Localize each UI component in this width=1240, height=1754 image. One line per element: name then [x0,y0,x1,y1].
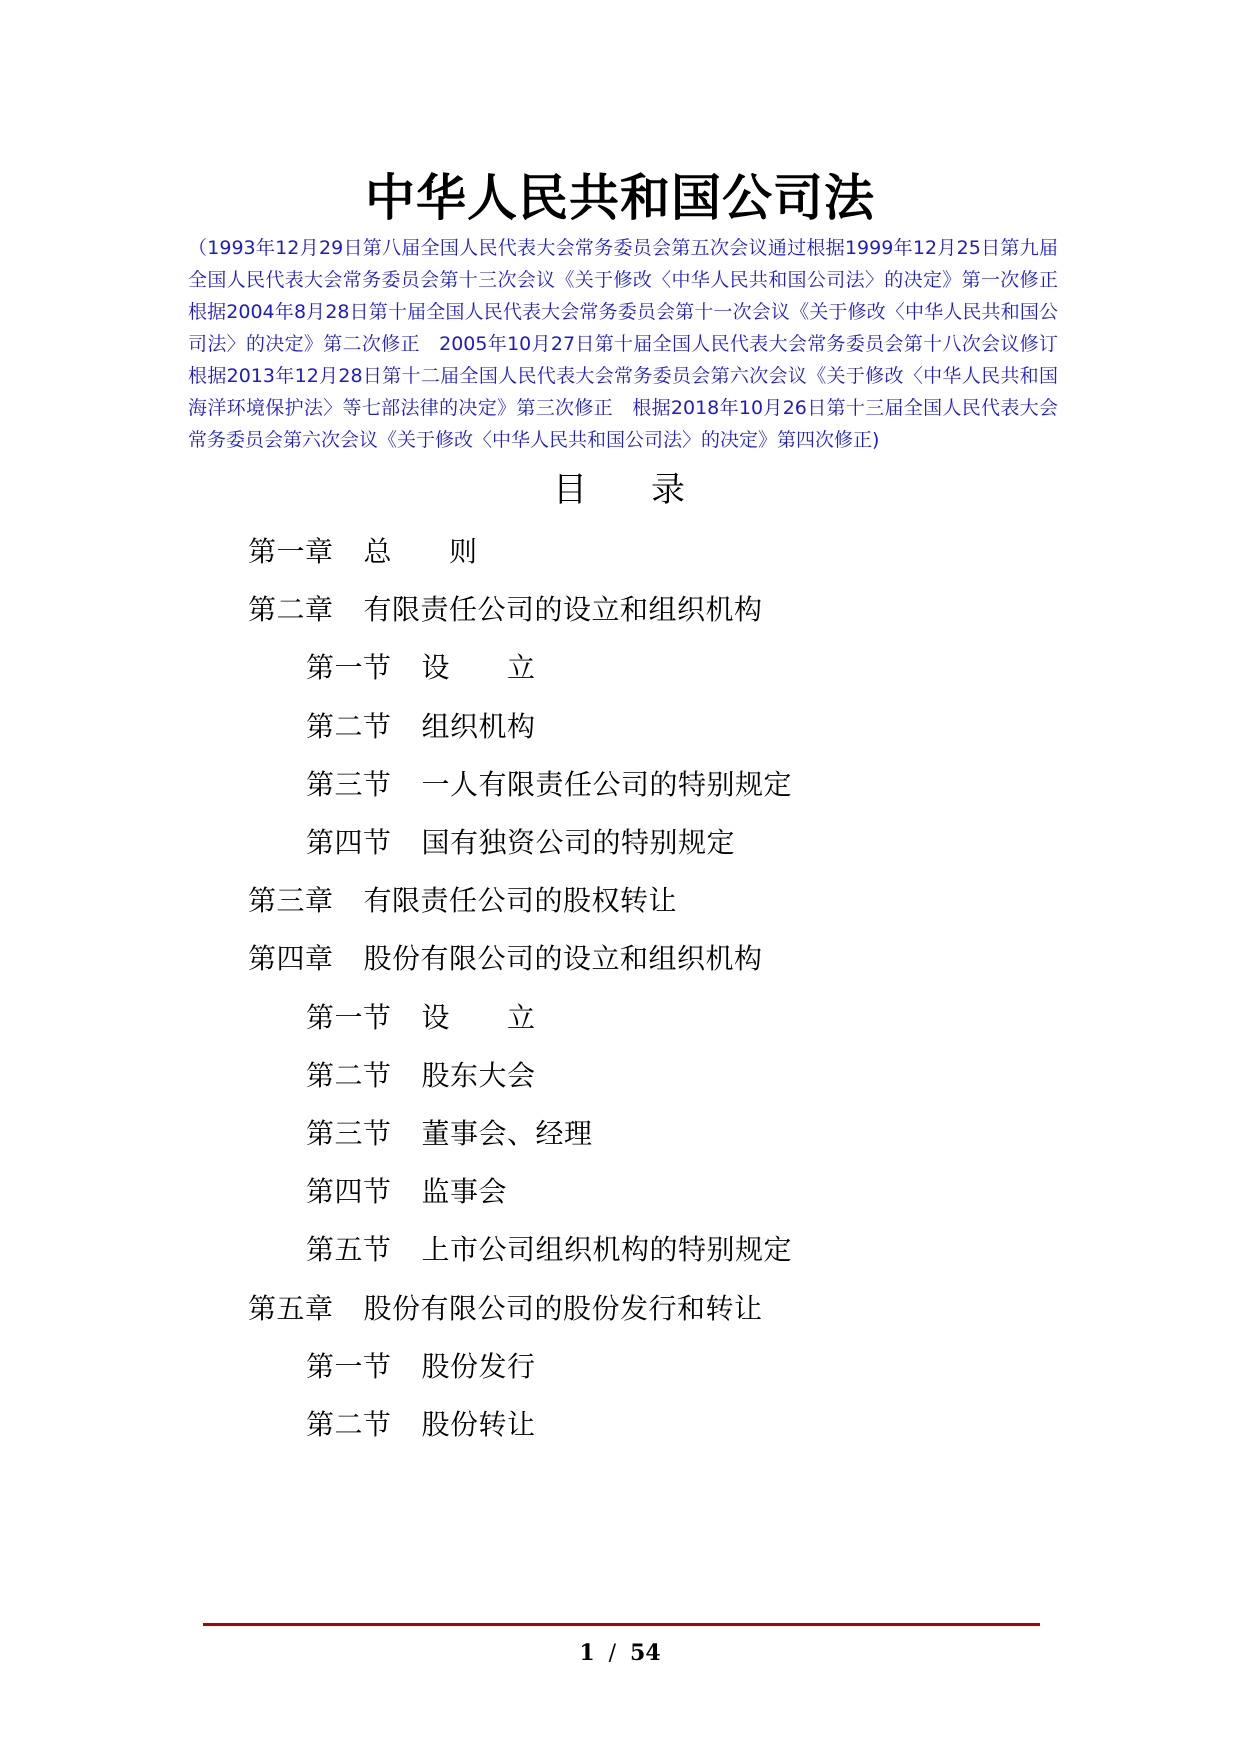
toc-item[interactable] [306,1230,792,1270]
total-pages: 54 [630,1640,661,1666]
toc-item-number: 第二节 [306,1408,392,1441]
toc-heading-right: 录 [651,470,687,510]
toc-item-number: 第二章 [248,593,334,627]
toc-item-label: 组织机构 [421,709,536,743]
toc-item[interactable] [248,590,763,630]
toc-item-label: 总 则 [363,535,478,568]
page-number [0,1638,1240,1669]
toc-item-number: 第三章 [248,884,334,918]
toc-item-label: 设 立 [421,1000,536,1034]
toc-item-number: 第三节 [306,1117,392,1150]
toc-item-label: 监事会 [421,1175,508,1209]
toc-item-label: 董事会、经理 [421,1117,593,1150]
toc-item-label: 股份有限公司的股份发行和转让 [363,1291,763,1325]
toc-item-label: 股份发行 [421,1349,536,1383]
toc-item-label: 上市公司组织机构的特别规定 [421,1233,793,1267]
toc-item-number: 第二节 [306,709,392,743]
toc-item[interactable] [306,1347,536,1387]
toc-item-label: 设 立 [421,651,536,685]
toc-item[interactable] [306,1114,593,1154]
toc-item-number: 第三节 [306,767,392,801]
toc-item[interactable] [306,998,536,1038]
toc-item-label: 有限责任公司的股权转让 [363,884,678,918]
toc-item-number: 第五章 [248,1291,334,1325]
toc-item-label: 股东大会 [421,1058,536,1092]
current-page: 1 [579,1640,595,1666]
toc-item-label: 股份有限公司的设立和组织机构 [363,942,763,976]
page-separator: / [608,1641,617,1666]
toc-item[interactable] [306,707,536,747]
toc-item[interactable] [306,765,792,805]
toc-item[interactable] [248,881,677,921]
document-title: 中华人民共和国公司法 [365,169,875,227]
toc-heading [0,468,1240,512]
toc-item-number: 第四节 [306,826,392,859]
toc-item-number: 第五节 [306,1233,392,1267]
toc-item[interactable] [306,1405,536,1445]
toc-item[interactable] [306,823,735,863]
toc-item-number: 第一节 [306,1349,392,1383]
toc-item[interactable] [248,939,763,979]
toc-item[interactable] [306,1172,507,1212]
toc-item[interactable] [306,1056,536,1096]
amendment-history: （1993年12月29日第八届全国人民代表大会常务委员会第五次会议通过根据1999年12月25日第九届全国人民代表大会常务委员会第十三次会议《关于修改〈中华人民共和国公司法〉的决定》第一次修正 根据2004年8月28日第十届全国人民代表大会常务委员会第十一次会议《关于修改〈中华人民共和国公司法〉的决定》第二次修正 2005年10月27日第十届全国人民代表大会常务委员会第十八次会议修订 根据2013年12月28日第十二届全国人民代表大会常务委员会第六次会议《关于修改〈中华人民共和国海洋环境保护法〉等七部法律的决定》第三次修正 根据2018年10月26日第十三届全国人民代表大会常务委员会第六次会议《关于修改〈中华人民共和国公司法〉的决定》第四次修正) [188,237,1078,451]
toc-item-number: 第四章 [248,942,334,976]
toc-item-label: 有限责任公司的设立和组织机构 [363,593,763,627]
toc-item[interactable] [248,532,478,572]
toc-item-label: 国有独资公司的特别规定 [421,826,736,859]
toc-item-number: 第一节 [306,651,392,685]
toc-item-number: 第一章 [248,535,334,568]
toc-item-number: 第二节 [306,1058,392,1092]
toc-item[interactable] [306,648,536,688]
toc-item[interactable] [248,1289,763,1329]
toc-item-number: 第四节 [306,1175,392,1209]
footer-divider [203,1623,1040,1626]
toc-item-label: 股份转让 [421,1408,536,1441]
toc-item-number: 第一节 [306,1000,392,1034]
toc-heading-left: 目 [553,470,589,510]
toc-item-label: 一人有限责任公司的特别规定 [421,767,793,801]
